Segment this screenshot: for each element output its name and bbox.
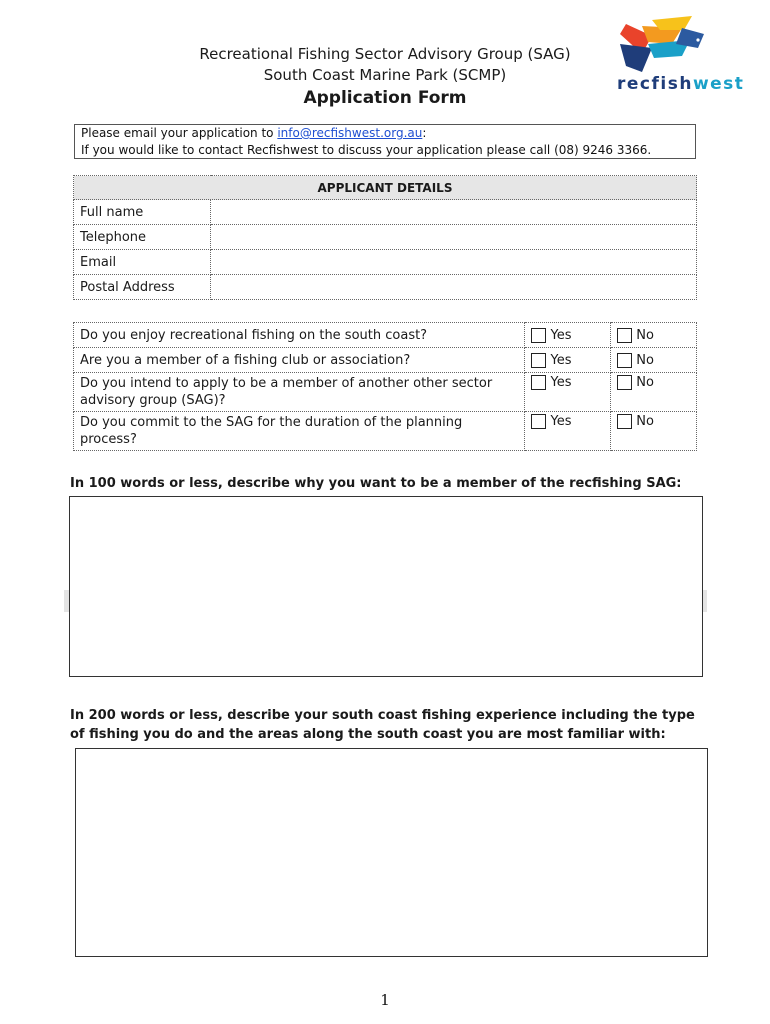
yes-option[interactable] bbox=[525, 412, 611, 451]
yes-checkbox[interactable] bbox=[531, 375, 546, 390]
logo-fish-tail bbox=[620, 44, 652, 72]
yes-label: Yes bbox=[550, 327, 572, 343]
yes-checkbox[interactable] bbox=[531, 328, 546, 343]
no-checkbox[interactable] bbox=[617, 328, 632, 343]
no-checkbox[interactable] bbox=[617, 375, 632, 390]
postal-address-label: Postal Address bbox=[74, 275, 211, 300]
questions-table bbox=[73, 322, 697, 451]
logo-wordmark-part2: west bbox=[692, 74, 745, 94]
yes-option[interactable] bbox=[525, 373, 611, 412]
question-row bbox=[74, 412, 697, 451]
applicant-details-table bbox=[73, 175, 697, 300]
yes-label: Yes bbox=[550, 375, 572, 390]
question-text: Do you intend to apply to be a member of another other sector advisory group (SAG)? bbox=[74, 373, 525, 412]
experience-prompt: In 200 words or less, describe your south coast fishing experience including the type of fishing you do and the areas along the south coast you are most familiar with: bbox=[70, 708, 695, 742]
contact-instructions bbox=[74, 124, 696, 159]
page-title: Application Form bbox=[303, 88, 467, 108]
why-member-prompt: In 100 words or less, describe why you want to be a member of the recfishing SAG: bbox=[70, 476, 682, 491]
question-text: Are you a member of a fishing club or association? bbox=[74, 348, 525, 373]
page-number: 1 bbox=[380, 991, 390, 1009]
postal-address-field[interactable] bbox=[211, 275, 697, 300]
question-row bbox=[74, 373, 697, 412]
yes-label: Yes bbox=[550, 352, 572, 368]
question-row bbox=[74, 348, 697, 373]
contact-prefix: Please email your application to bbox=[81, 126, 278, 140]
no-label: No bbox=[636, 375, 654, 390]
yes-label: Yes bbox=[550, 414, 572, 429]
yes-checkbox[interactable] bbox=[531, 353, 546, 368]
form-org-line: Recreational Fishing Sector Advisory Group (SAG) bbox=[199, 45, 571, 63]
why-member-answer-box[interactable] bbox=[69, 496, 703, 677]
no-option[interactable] bbox=[611, 373, 697, 412]
form-park-line: South Coast Marine Park (SCMP) bbox=[263, 66, 507, 84]
question-text: Do you commit to the SAG for the duration of the planning process? bbox=[74, 412, 525, 451]
email-link[interactable]: info@recfishwest.org.au bbox=[277, 126, 423, 140]
question-text: Do you enjoy recreational fishing on the south coast? bbox=[74, 323, 525, 348]
logo-wordmark bbox=[617, 74, 744, 94]
no-option[interactable] bbox=[611, 348, 697, 373]
yes-option[interactable] bbox=[525, 323, 611, 348]
yes-checkbox[interactable] bbox=[531, 414, 546, 429]
logo-dot bbox=[696, 38, 699, 41]
experience-answer-box[interactable] bbox=[75, 748, 708, 957]
contact-line-email bbox=[81, 125, 689, 142]
telephone-label: Telephone bbox=[74, 225, 211, 250]
logo-wordmark-part1: recfish bbox=[617, 74, 693, 94]
contact-line-phone: If you would like to contact Recfishwest to discuss your application please call (08) 9246 3366. bbox=[81, 143, 652, 157]
no-option[interactable] bbox=[611, 412, 697, 451]
no-checkbox[interactable] bbox=[617, 353, 632, 368]
no-label: No bbox=[636, 352, 654, 368]
full-name-label: Full name bbox=[74, 200, 211, 225]
question-row bbox=[74, 323, 697, 348]
applicant-details-heading: APPLICANT DETAILS bbox=[74, 176, 697, 200]
contact-suffix: : bbox=[422, 126, 427, 140]
email-field[interactable] bbox=[211, 250, 697, 275]
telephone-field[interactable] bbox=[211, 225, 697, 250]
no-checkbox[interactable] bbox=[617, 414, 632, 429]
no-option[interactable] bbox=[611, 323, 697, 348]
no-label: No bbox=[636, 327, 654, 343]
yes-option[interactable] bbox=[525, 348, 611, 373]
email-label: Email bbox=[74, 250, 211, 275]
full-name-field[interactable] bbox=[211, 200, 697, 225]
no-label: No bbox=[636, 414, 654, 429]
